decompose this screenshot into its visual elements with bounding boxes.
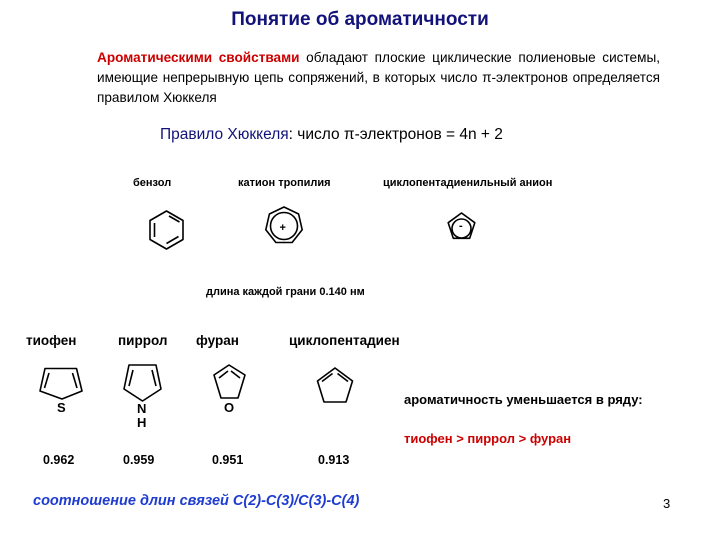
intro-highlight-2: свойствами bbox=[218, 50, 300, 65]
pyrrole-structure bbox=[124, 365, 161, 401]
thiophene-label: тиофен bbox=[26, 333, 77, 348]
bond-ratio-caption: соотношение длин связей С(2)-С(3)/С(3)-С(4) bbox=[33, 493, 360, 509]
benzene-label: бензол bbox=[133, 177, 172, 189]
thiophene-structure bbox=[40, 369, 82, 400]
anion-charge: - bbox=[459, 220, 463, 232]
intro-highlight-1: Ароматическими bbox=[97, 50, 213, 65]
page-number: 3 bbox=[663, 496, 671, 511]
benzene-structure bbox=[150, 211, 183, 249]
furan-oxygen: O bbox=[224, 400, 235, 415]
thiophene-ratio: 0.962 bbox=[43, 453, 75, 467]
huckel-formula: : число π-электронов = 4n + 2 bbox=[288, 126, 503, 143]
aromaticity-series: тиофен > пиррол > фуран bbox=[404, 431, 572, 446]
furan-label: фуран bbox=[196, 333, 239, 348]
pyrrole-nitrogen: N bbox=[137, 401, 147, 416]
pyrrole-hydrogen: H bbox=[137, 415, 147, 430]
thiophene-sulfur: S bbox=[57, 400, 66, 415]
aromaticity-note: ароматичность уменьшается в ряду: bbox=[404, 392, 643, 407]
cyclopentadienyl-anion-label: циклопентадиенильный анион bbox=[383, 177, 553, 189]
intro-text: обладают плоские циклические полиеновые системы, имеющие непрерывную цепь сопряжений, в которых число π-электронов определяется правилом Хюккеля bbox=[97, 50, 661, 105]
furan-structure bbox=[214, 365, 245, 398]
huckel-label: Правило Хюккеля bbox=[160, 126, 289, 143]
tropylium-charge: + bbox=[279, 222, 286, 234]
edge-length-note: длина каждой грани 0.140 нм bbox=[206, 286, 365, 298]
cyclopentadiene-ratio: 0.913 bbox=[318, 453, 350, 467]
cyclopentadiene-label: циклопентадиен bbox=[289, 333, 400, 348]
tropylium-label: катион тропилия bbox=[238, 177, 331, 189]
cyclopentadiene-structure bbox=[318, 368, 353, 402]
furan-ratio: 0.951 bbox=[212, 453, 244, 467]
pyrrole-label: пиррол bbox=[118, 333, 168, 348]
page-title: Понятие об ароматичности bbox=[231, 9, 489, 30]
pyrrole-ratio: 0.959 bbox=[123, 453, 155, 467]
